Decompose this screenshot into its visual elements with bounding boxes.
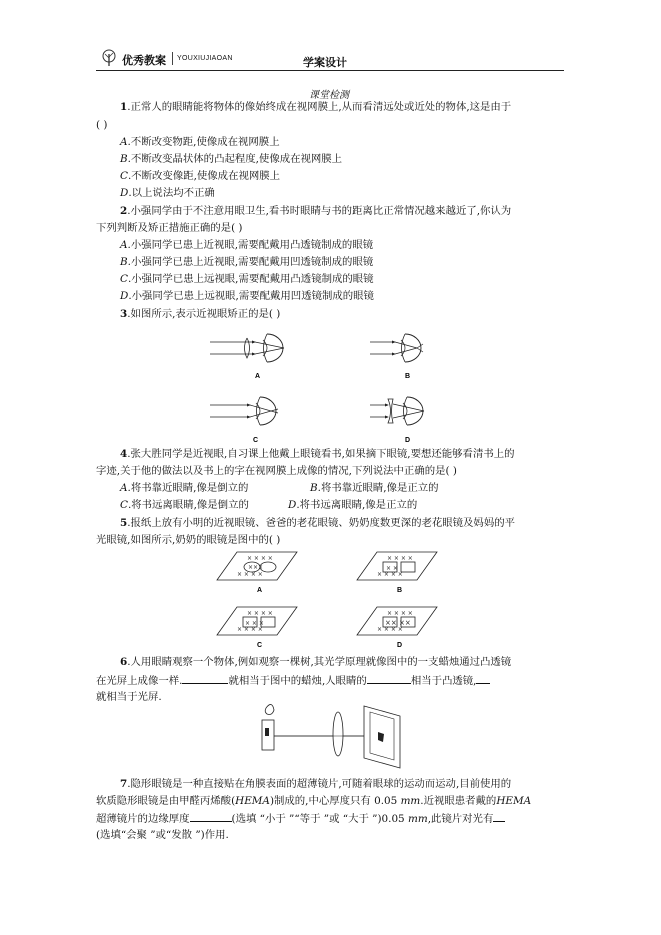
q7-stem-line-4: (选填“会聚 ”或“发散 ”)作用. — [96, 829, 229, 841]
svg-text:× × × ×: × × × × — [237, 571, 263, 578]
q2-stem-line-1: 2.小强同学由于不注意用眼卫生,看书时眼睛与书的距离比正常情况越来越近了,你认为 — [120, 205, 512, 217]
q3-eye-d-icon — [370, 397, 424, 425]
q3-stem: 3.如图所示,表示近视眼矫正的是( ) — [120, 308, 281, 320]
q2-option-c: C.小强同学已患上远视眼,需要配戴用凸透镜制成的眼镜 — [120, 273, 374, 285]
q4-stem-line-2: 字迹,关于他的做法以及书上的字在视网膜上成像的情况,下列说法中正确的是( ) — [96, 465, 457, 477]
svg-text:×× ××: ×× ×× — [385, 619, 411, 627]
convex-lens-icon — [333, 712, 343, 756]
q7-stem-line-2: 软质隐形眼镜是由甲醛丙烯酸(HEMA)制成的,中心厚度只有 0.05 mm.近视眼患者戴的HEMA — [96, 795, 532, 807]
svg-text:× ×: × × — [386, 565, 398, 572]
q1-stem-line-1: 1.正常人的眼睛能将物体的像始终成在视网膜上,从而看清远处或近处的物体,这是由于 — [120, 101, 512, 113]
q5-glasses-c-icon — [217, 607, 297, 635]
logo-en-text: YOUXIUJIAOAN — [177, 55, 233, 62]
q5-stem-line-1: 5.报纸上放有小明的近视眼镜、爸爸的老花眼镜、奶奶度数更深的老花眼镜及妈妈的平 — [120, 517, 515, 529]
q4-stem-line-1: 4.张大胜同学是近视眼,自习课上他戴上眼镜看书,如果摘下眼镜,要想还能够看清书上的 — [120, 448, 515, 460]
q4-option-d: D.将书远离眼睛,像是正立的 — [288, 499, 418, 511]
svg-text:× × × ×: × × × × — [387, 610, 413, 617]
q1-stem-line-2: ( ) — [96, 119, 108, 131]
q3-label-d: D — [405, 437, 411, 444]
svg-text:× × × ×: × × × × — [237, 626, 263, 633]
q5-label-d: D — [397, 642, 403, 649]
q2-stem-line-2: 下列判断及矫正措施正确的是( ) — [96, 222, 243, 234]
section-title: 课堂检测 — [309, 90, 349, 101]
svg-text:× × × ×: × × × × — [377, 626, 403, 633]
q5-stem-line-2: 光眼镜,如图所示,奶奶的眼镜是图中的( ) — [96, 534, 281, 546]
svg-text:× × × ×: × × × × — [387, 555, 413, 562]
q3-eye-b-icon — [370, 334, 423, 362]
q4-option-b: B.将书靠近眼睛,像是正立的 — [310, 482, 439, 494]
q5-label-c: C — [257, 642, 263, 649]
q4-option-c: C.将书远离眼睛,像是倒立的 — [120, 499, 249, 511]
q5-glasses-d-icon — [357, 607, 437, 635]
svg-text:× × × ×: × × × × — [377, 571, 403, 578]
q3-eye-c-icon — [210, 397, 278, 425]
q1-option-a: A.不断改变物距,使像成在视网膜上 — [120, 136, 280, 148]
q7-blank-1[interactable] — [190, 811, 232, 822]
q3-figure-eye-diagrams — [205, 330, 455, 450]
svg-text:× × × ×: × × × × — [247, 610, 273, 617]
q7-stem-line-3: 超薄镜片的边缘厚度 (选填 “小于 ”“等于 ”或 “大于 ”)0.05 mm,此镜片对光有 — [96, 811, 505, 826]
page-title: 学案设计 — [303, 56, 347, 69]
q7-blank-2[interactable] — [493, 811, 505, 822]
light-screen-icon — [364, 706, 400, 768]
q1-option-b: B.不断改变晶状体的凸起程度,使像成在视网膜上 — [120, 153, 343, 165]
q3-label-c: C — [253, 437, 259, 444]
q6-stem-line-1: 6.人用眼睛观察一个物体,例如观察一棵树,其光学原理就像图中的一支蜡烛通过凸透镜 — [120, 656, 512, 668]
q3-label-a: A — [255, 373, 261, 380]
q5-figure-glasses-on-newspaper — [205, 550, 455, 650]
q6-figure-candle-lens-screen — [252, 700, 412, 770]
q3-eye-a-icon — [210, 334, 284, 362]
header-rule — [96, 70, 564, 71]
svg-text:×××: ××× — [248, 564, 264, 571]
q3-label-b: B — [405, 373, 411, 380]
q2-option-a: A.小强同学已患上近视眼,需要配戴用凸透镜制成的眼镜 — [120, 239, 374, 251]
logo-cn-text: 优秀教案 — [122, 54, 166, 67]
svg-text:× × × ×: × × × × — [247, 555, 273, 562]
q6-stem-line-2: 在光屏上成像一样. 就相当于图中的蜡烛,人眼睛的 相当于凸透镜, — [96, 673, 490, 688]
q2-option-b: B.小强同学已患上近视眼,需要配戴用凹透镜制成的眼镜 — [120, 256, 374, 268]
q1-option-c: C.不断改变像距,使像成在视网膜上 — [120, 170, 281, 182]
logo-divider — [172, 52, 173, 65]
q6-blank-1[interactable] — [182, 673, 228, 684]
q5-label-b: B — [397, 587, 403, 594]
tree-logo-icon — [100, 49, 118, 67]
q5-glasses-b-icon — [357, 552, 437, 580]
q6-stem-line-3: 就相当于光屏. — [96, 691, 162, 703]
q7-stem-line-1: 7.隐形眼镜是一种直接贴在角膜表面的超薄镜片,可随着眼球的运动而运动,目前使用的 — [120, 778, 512, 790]
q6-blank-2[interactable] — [367, 673, 411, 684]
q5-label-a: A — [257, 587, 263, 594]
candle-icon — [262, 704, 274, 750]
q5-glasses-a-icon — [217, 552, 297, 580]
q6-blank-3[interactable] — [476, 673, 490, 684]
q1-option-d: D.以上说法均不正确 — [120, 187, 215, 199]
svg-text:× × ×: × × × — [245, 620, 264, 627]
q2-option-d: D.小强同学已患上远视眼,需要配戴用凹透镜制成的眼镜 — [120, 290, 374, 302]
q4-option-a: A.将书靠近眼睛,像是倒立的 — [120, 482, 249, 494]
